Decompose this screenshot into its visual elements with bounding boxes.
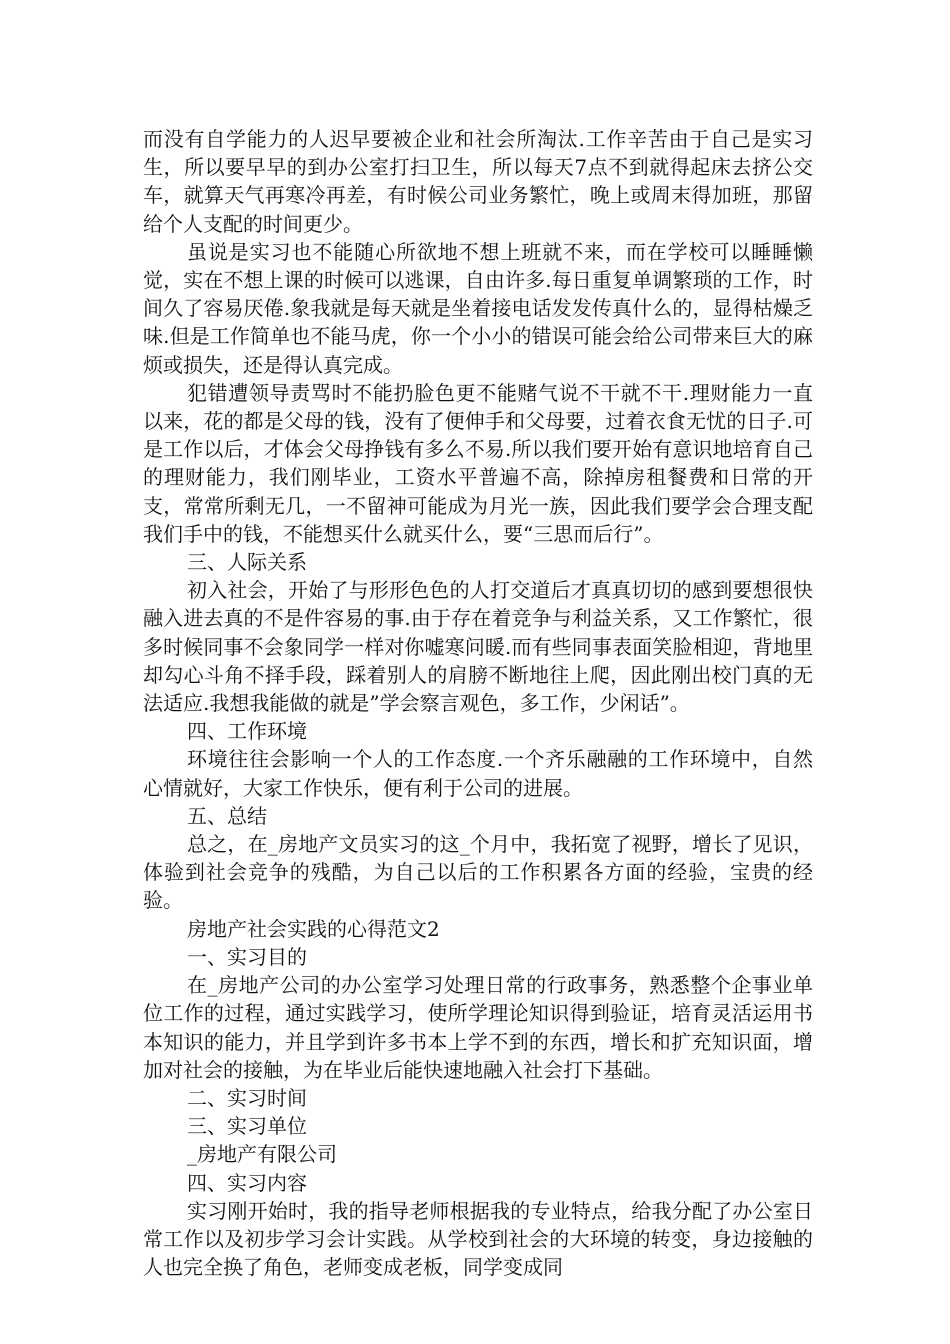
paragraph-1: 而没有自学能力的人迟早要被企业和社会所淘汰.工作辛苦由于自己是实习生，所以要早早的到办公室打扫卫生，所以每天7点不到就得起床去挤公交车，就算天气再寒冷再差，有时候公司业务繁忙，晚上或周末得加班，那留给个人支配的时间更少。 [143,127,813,236]
article-title-2: 房地产社会实践的心得范文2 [187,916,440,941]
paragraph-5: 环境往往会影响一个人的工作态度.一个齐乐融融的工作环境中，自然心情就好，大家工作快乐，便有利于公司的进展。 [143,747,813,800]
paragraph-4: 初入社会，开始了与形形色色的人打交道后才真真切切的感到要想很快融入进去真的不是件容易的事.由于存在着竞争与利益关系，又工作繁忙，很多时候同事不会象同学一样对你嘘寒问暖.而有些同事表面笑脸相迎，背地里却勾心斗角不择手段，踩着别人的肩膀不断地往上爬，因此刚出校门真的无法适应.我想我能做的就是”学会察言观色，多工作，少闲话”。 [143,578,813,716]
section-heading-unit: 三、实习单位 [187,1114,307,1139]
document-page [143,125,813,1281]
section-heading-purpose: 一、实习目的 [187,944,307,969]
paragraph-8: _房地产有限公司 [187,1142,337,1167]
paragraph-9: 实习刚开始时，我的指导老师根据我的专业特点，给我分配了办公室日常工作以及初步学习会计实践。从学校到社会的大环境的转变，身边接触的人也完全换了角色，老师变成老板，同学变成同 [143,1198,813,1280]
section-heading-content: 四、实习内容 [187,1170,307,1195]
section-heading-summary: 五、总结 [187,803,267,828]
paragraph-3: 犯错遭领导责骂时不能扔脸色更不能赌气说不干就不干.理财能力一直以来，花的都是父母的钱，没有了便伸手和父母要，过着衣食无忧的日子.可是工作以后，才体会父母挣钱有多么不易.所以我们要开始有意识地培育自己的理财能力，我们刚毕业，工资水平普遍不高，除掉房租餐费和日常的开支，常常所剩无几，一不留神可能成为月光一族，因此我们要学会合理支配我们手中的钱，不能想买什么就买什么，要“三思而后行”。 [143,380,813,546]
paragraph-7: 在_房地产公司的办公室学习处理日常的行政事务，熟悉整个企事业单位工作的过程，通过实践学习，使所学理论知识得到验证，培育灵活运用书本知识的能力，并且学到许多书本上学不到的东西，增长和扩充知识面，增加对社会的接触，为在毕业后能快速地融入社会打下基础。 [143,973,813,1082]
section-heading-time: 二、实习时间 [187,1085,307,1110]
section-heading-work-environment: 四、工作环境 [187,719,307,744]
section-heading-interpersonal: 三、人际关系 [187,550,307,575]
paragraph-2: 虽说是实习也不能随心所欲地不想上班就不来，而在学校可以睡睡懒觉，实在不想上课的时候可以逃课，自由许多.每日重复单调繁琐的工作，时间久了容易厌倦.象我就是每天就是坐着接电话发发传真什么的，显得枯燥乏味.但是工作简单也不能马虎，你一个小小的错误可能会给公司带来巨大的麻烦或损失，还是得认真完成。 [143,239,813,377]
paragraph-6: 总之，在_房地产文员实习的这_个月中，我拓宽了视野，增长了见识，体验到社会竞争的残酷，为自己以后的工作积累各方面的经验，宝贵的经验。 [143,832,813,913]
